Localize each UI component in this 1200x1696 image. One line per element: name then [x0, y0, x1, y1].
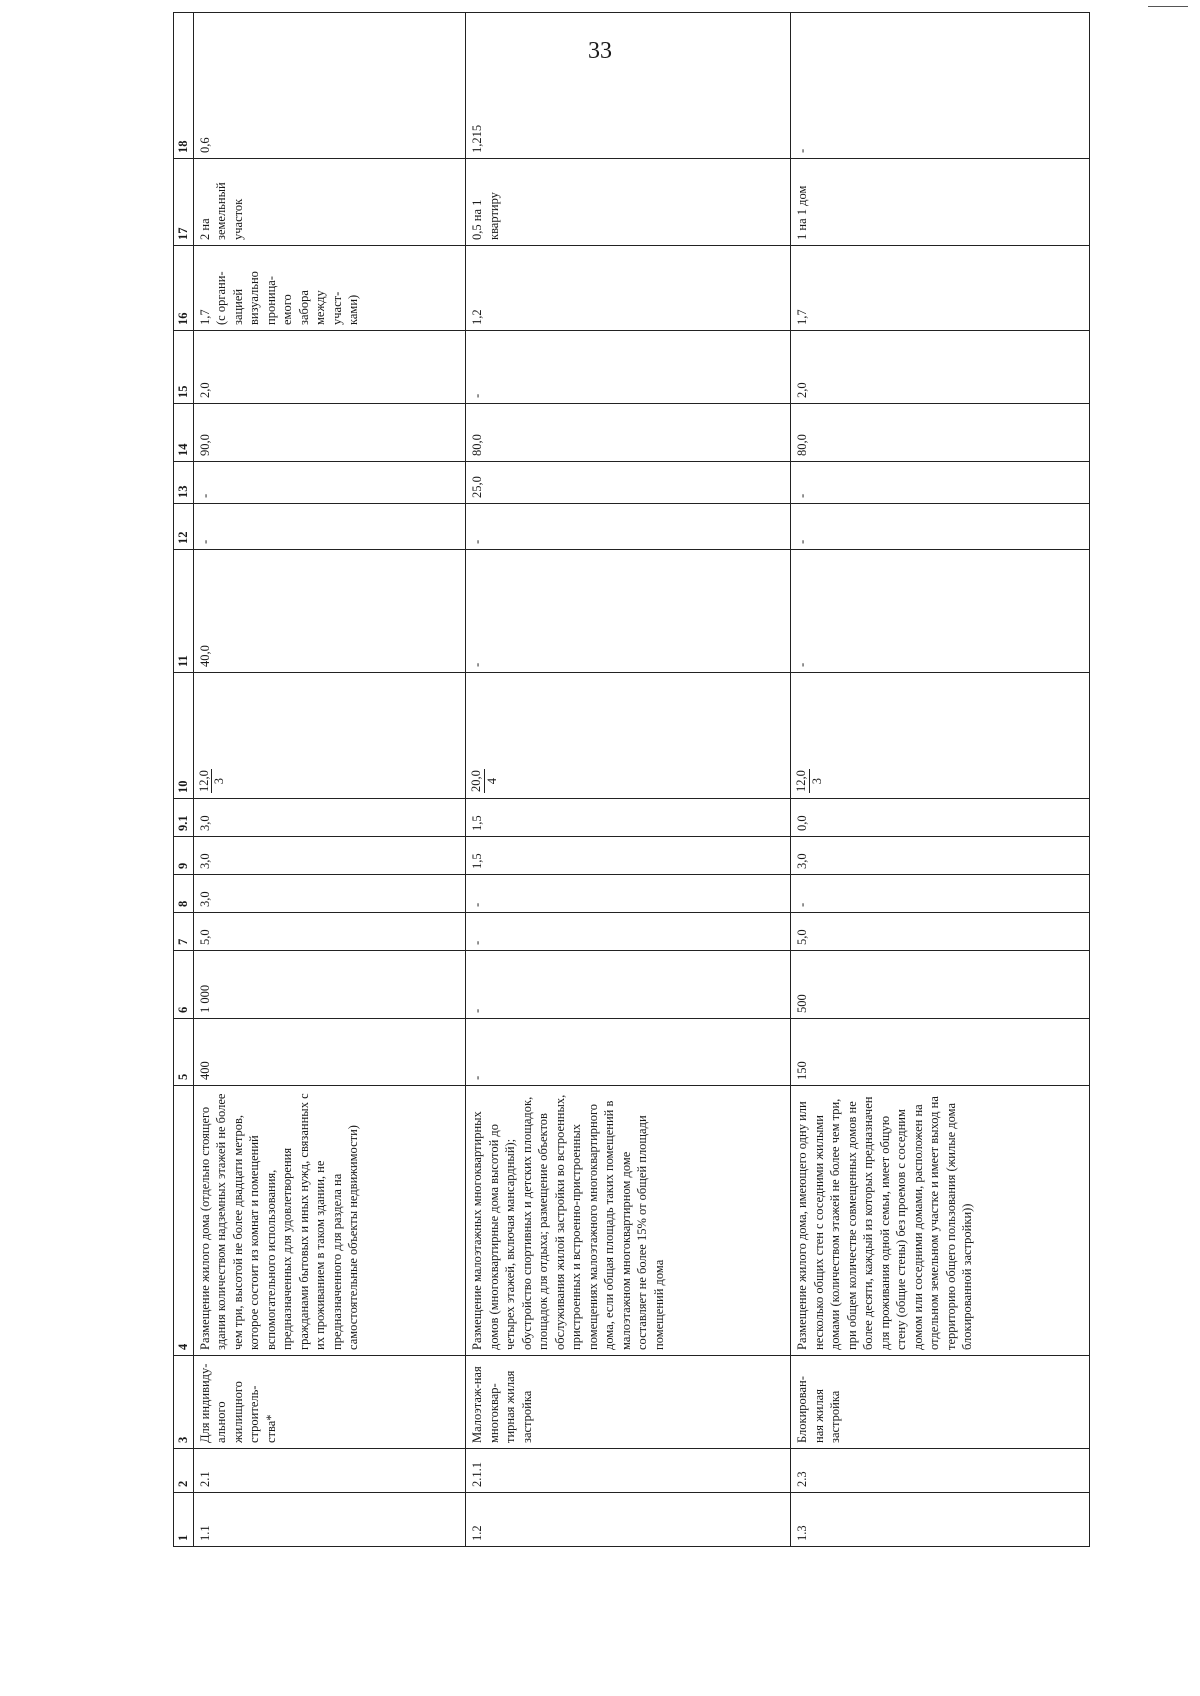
- cell-col-17-text: 0,5 на 1 квартиру: [470, 192, 501, 240]
- cell-col-17: [193, 159, 466, 246]
- table-row: [791, 13, 1090, 1547]
- cell-col-8: -: [791, 875, 1090, 913]
- cell-col-14: 80,0: [791, 404, 1090, 462]
- fraction-numerator: 12,0: [196, 770, 211, 792]
- cell-col-16-text: 1,7 (с органи- зацией визуально проница- емого забора между участ- ками): [197, 271, 360, 325]
- cell-col-12: -: [466, 504, 791, 550]
- header-col-9: 9: [174, 837, 194, 875]
- header-col-15: 15: [174, 331, 194, 404]
- cell-col-11: -: [466, 550, 791, 673]
- fraction-numerator: 12,0: [794, 770, 809, 792]
- header-col-9-1: 9.1: [174, 799, 194, 837]
- fraction: [197, 769, 227, 793]
- fraction-numerator: 20,0: [469, 770, 484, 792]
- cell-col-18: 0,6: [193, 13, 466, 159]
- table-row: [466, 13, 791, 1547]
- cell-col-17-text: 2 на земельный участок: [197, 182, 245, 240]
- cell-col-16: [466, 246, 791, 331]
- corner-mark: [1148, 6, 1188, 7]
- cell-col-7: 5,0: [193, 913, 466, 951]
- cell-col-10: [193, 673, 466, 799]
- header-col-12: 12: [174, 504, 194, 550]
- cell-use-name: Для индивиду-ального жилищного строитель-ства*: [193, 1356, 466, 1449]
- header-col-5: 5: [174, 1019, 194, 1086]
- fraction-denominator: 4: [484, 777, 499, 785]
- cell-col-5: 400: [193, 1019, 466, 1086]
- header-col-14: 14: [174, 404, 194, 462]
- cell-row-number: 1.2: [466, 1493, 791, 1547]
- cell-col-12: -: [791, 504, 1090, 550]
- cell-col-18: -: [791, 13, 1090, 159]
- cell-col-13: 25,0: [466, 462, 791, 504]
- cell-col-6: 500: [791, 951, 1090, 1019]
- cell-col-18: 1,215: [466, 13, 791, 159]
- header-row: [174, 13, 194, 1547]
- header-col-1: 1: [174, 1493, 194, 1547]
- header-col-10: 10: [174, 673, 194, 799]
- cell-col-8: 3,0: [193, 875, 466, 913]
- cell-col-12: -: [193, 504, 466, 550]
- table-container: [173, 113, 1090, 1547]
- cell-col-16: [791, 246, 1090, 331]
- cell-col-15: 2,0: [791, 331, 1090, 404]
- cell-col-17: [466, 159, 791, 246]
- cell-col-14: 80,0: [466, 404, 791, 462]
- header-col-7: 7: [174, 913, 194, 951]
- fraction-denominator: 3: [809, 777, 824, 785]
- cell-col-17-text: 1 на 1 дом: [795, 185, 810, 240]
- fraction: [794, 769, 824, 793]
- header-col-2: 2: [174, 1449, 194, 1493]
- cell-col-6: -: [466, 951, 791, 1019]
- cell-row-number: 1.3: [791, 1493, 1090, 1547]
- cell-col-13: -: [791, 462, 1090, 504]
- cell-col-10: [466, 673, 791, 799]
- header-col-17: 17: [174, 159, 194, 246]
- cell-col-15: -: [466, 331, 791, 404]
- cell-col-9-1: 3,0: [193, 799, 466, 837]
- header-col-13: 13: [174, 462, 194, 504]
- cell-col-17: [791, 159, 1090, 246]
- header-col-18: 18: [174, 13, 194, 159]
- zoning-parameters-table: [173, 12, 1090, 1547]
- cell-col-9-1: 1,5: [466, 799, 791, 837]
- cell-col-6: 1 000: [193, 951, 466, 1019]
- cell-col-14: 90,0: [193, 404, 466, 462]
- cell-col-10: [791, 673, 1090, 799]
- cell-col-16-text: 1,7: [795, 309, 810, 325]
- cell-use-code: 2.3: [791, 1449, 1090, 1493]
- cell-use-description: Размещение малоэтажных многоквартирных домов (многоквартирные дома высотой до четырех этажей, включая мансардный); обустройство спортивных и детских площадок, площадок для отдыха; размещение объектов обслуживания жилой застройки во встроенных, пристроенных и встроенно-пристроенных помещениях малоэтажного многоквартирного дома, если общая площадь таких помещений в малоэтажном многоквартирном доме составляет не более 15% от общей площади помещений дома: [466, 1086, 791, 1356]
- fraction-denominator: 3: [211, 777, 226, 785]
- cell-col-9-1: 0,0: [791, 799, 1090, 837]
- cell-col-9: 3,0: [193, 837, 466, 875]
- header-col-6: 6: [174, 951, 194, 1019]
- cell-col-7: 5,0: [791, 913, 1090, 951]
- cell-col-16-text: 1,2: [470, 309, 485, 325]
- cell-col-9: 1,5: [466, 837, 791, 875]
- header-col-8: 8: [174, 875, 194, 913]
- header-col-16: 16: [174, 246, 194, 331]
- cell-row-number: 1.1: [193, 1493, 466, 1547]
- cell-col-5: 150: [791, 1019, 1090, 1086]
- cell-col-13: -: [193, 462, 466, 504]
- page-number: 33: [588, 38, 612, 64]
- cell-col-11: -: [791, 550, 1090, 673]
- cell-col-11: 40,0: [193, 550, 466, 673]
- header-col-4: 4: [174, 1086, 194, 1356]
- cell-col-7: -: [466, 913, 791, 951]
- cell-col-8: -: [466, 875, 791, 913]
- header-col-11: 11: [174, 550, 194, 673]
- cell-use-description: Размещение жилого дома, имеющего одну или несколько общих стен с соседними жилыми домами (количеством этажей не более чем три, при общем количестве совмещенных домов не более десяти, каждый из которых предназначен для проживания одной семьи, имеет общую стену (общие стены) без проемов с соседним домом или соседними домами, расположен на отдельном земельном участке и имеет выход на территорию общего пользования (жилые дома блокированной застройки)): [791, 1086, 1090, 1356]
- cell-use-code: 2.1.1: [466, 1449, 791, 1493]
- cell-col-9: 3,0: [791, 837, 1090, 875]
- cell-use-code: 2.1: [193, 1449, 466, 1493]
- fraction: [469, 769, 499, 793]
- table-row: [193, 13, 466, 1547]
- header-col-3: 3: [174, 1356, 194, 1449]
- cell-use-name: Блокирован-ная жилая застройка: [791, 1356, 1090, 1449]
- cell-col-5: -: [466, 1019, 791, 1086]
- cell-col-15: 2,0: [193, 331, 466, 404]
- cell-col-16: [193, 246, 466, 331]
- cell-use-description: Размещение жилого дома (отдельно стоящего здания количеством надземных этажей не более чем три, высотой не более двадцати метров, которое состоит из комнат и помещений вспомогательного использования, предназначенных для удовлетворения гражданами бытовых и иных нужд, связанных с их проживанием в таком здании, не предназначенного для раздела на самостоятельные объекты недвижимости): [193, 1086, 466, 1356]
- cell-use-name: Малоэтаж-ная многоквар-тирная жилая застройка: [466, 1356, 791, 1449]
